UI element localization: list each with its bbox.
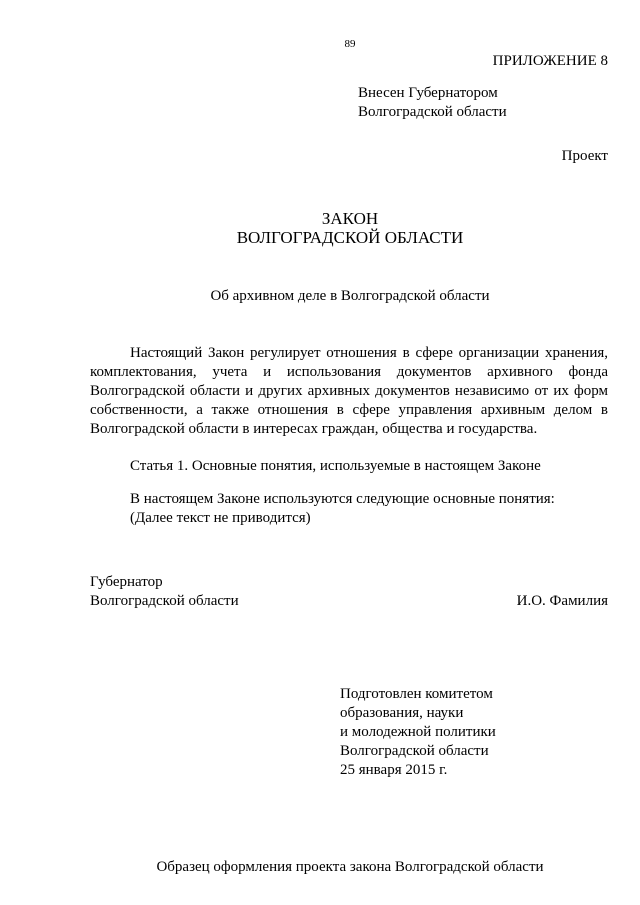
prepared-by-line: образования, науки bbox=[340, 705, 464, 721]
prepared-by-line: Волгоградской области bbox=[340, 743, 489, 759]
article-body-line: (Далее текст не приводится) bbox=[130, 510, 311, 526]
submitted-by-block bbox=[358, 84, 507, 122]
draft-label: Проект bbox=[561, 148, 608, 164]
article-body bbox=[130, 490, 555, 528]
preamble-paragraph: Настоящий Закон регулирует отношения в сфере организации хранения, комплектования, учета и использования документов архивного фонда Волгоградской области и других архивных документов независимо от их форм собственности, а также отношения в сфере управления архивным делом в Волгоградской области в интересах граждан, общества и государства. bbox=[90, 345, 608, 437]
appendix-label: ПРИЛОЖЕНИЕ 8 bbox=[492, 53, 608, 69]
law-title-line: ВОЛГОГРАДСКОЙ ОБЛАСТИ bbox=[236, 228, 464, 247]
prepared-by-line: Подготовлен комитетом bbox=[340, 686, 493, 702]
law-title bbox=[0, 209, 640, 247]
law-title-line: ЗАКОН bbox=[321, 209, 379, 228]
signature-region: Волгоградской области bbox=[90, 593, 239, 609]
article-heading: Статья 1. Основные понятия, используемые в настоящем Законе bbox=[130, 458, 541, 474]
page-number: 89 bbox=[344, 38, 356, 50]
submitted-by-line: Волгоградской области bbox=[358, 104, 507, 120]
signature-name: И.О. Фамилия bbox=[516, 593, 608, 609]
footer-caption: Образец оформления проекта закона Волгоградской области bbox=[156, 859, 544, 875]
prepared-by-line: 25 января 2015 г. bbox=[340, 762, 448, 778]
submitted-by-line: Внесен Губернатором bbox=[358, 85, 498, 101]
prepared-by-line: и молодежной политики bbox=[340, 724, 496, 740]
signature-title: Губернатор bbox=[90, 574, 163, 590]
article-body-line: В настоящем Законе используются следующие основные понятия: bbox=[130, 491, 555, 507]
law-subtitle: Об архивном деле в Волгоградской области bbox=[210, 288, 490, 304]
prepared-by-block bbox=[340, 685, 496, 780]
